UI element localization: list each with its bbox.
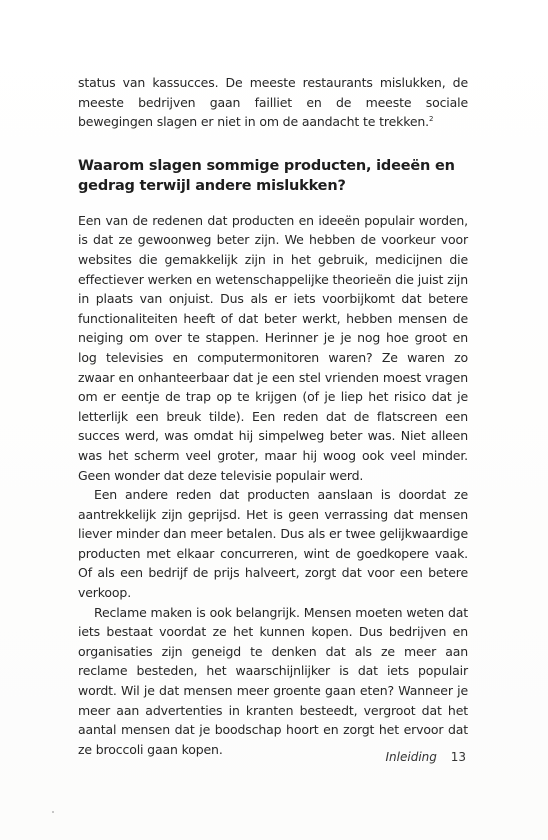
page-body (78, 73, 468, 759)
page-number: 13 (450, 750, 466, 764)
section-heading: Waarom slagen sommige producten, ideeën en gedrag terwijl andere mislukken? (78, 157, 455, 194)
footnote-marker: 2 (428, 115, 434, 124)
page-speck (52, 811, 54, 813)
intro-paragraph (78, 73, 468, 132)
paragraph-2: Een andere reden dat producten aanslaan is doordat ze aantrekkelijk zijn geprijsd. Het is geen verrassing dat mensen liever minder dan meer betalen. Dus als er twee gelijkwaardige producten met elkaar concurreren, wint de goedkopere vaak. Of als een bedrijf de prijs halveert, zorgt dat voor een betere verkoop. (78, 487, 468, 601)
running-section-title: Inleiding (385, 750, 437, 764)
page-footer (386, 750, 466, 764)
paragraph-1: Een van de redenen dat producten en ideeën populair worden, is dat ze gewoonweg beter zijn. We hebben de voorkeur voor websites die gemakkelijk zijn in het gebruik, medicijnen die effectiever werken en wetenschappelijke theorieën die juist zijn in plaats van onjuist. Dus als er iets voorbijkomt dat betere functionaliteiten heeft of dat beter werkt, hebben mensen de neiging om over te stappen. Herinner je je nog hoe groot en log televisies en computermonitoren waren? Ze waren zo zwaar en onhanteerbaar dat je een stel vrienden moest vragen om er eentje de trap op te krijgen (of je liep het risico dat je letterlijk een breuk tilde). Een reden dat de flatscreen een succes werd, was omdat hij simpelweg beter was. Niet alleen was het scherm veel groter, maar hij woog ook veel minder. Geen wonder dat deze televisie populair werd. (78, 212, 468, 483)
intro-text: status van kassucces. De meeste restaurants mislukken, de meeste bedrijven gaan failliet en de meeste sociale bewegingen slagen er niet in om de aandacht te trekken. (78, 75, 468, 130)
paragraph-3: Reclame maken is ook belangrijk. Mensen moeten weten dat iets bestaat voordat ze het kunnen kopen. Dus bedrijven en organisaties zijn geneigd te denken dat als ze meer aan reclame besteden, het waarschijnlijker is dat iets populair wordt. Wil je dat mensen meer groente gaan eten? Wanneer je meer aan advertenties in kranten besteedt, vergroot dat het aantal mensen dat je boodschap hoort en zorgt het ervoor dat ze broccoli gaan kopen. (78, 604, 468, 757)
